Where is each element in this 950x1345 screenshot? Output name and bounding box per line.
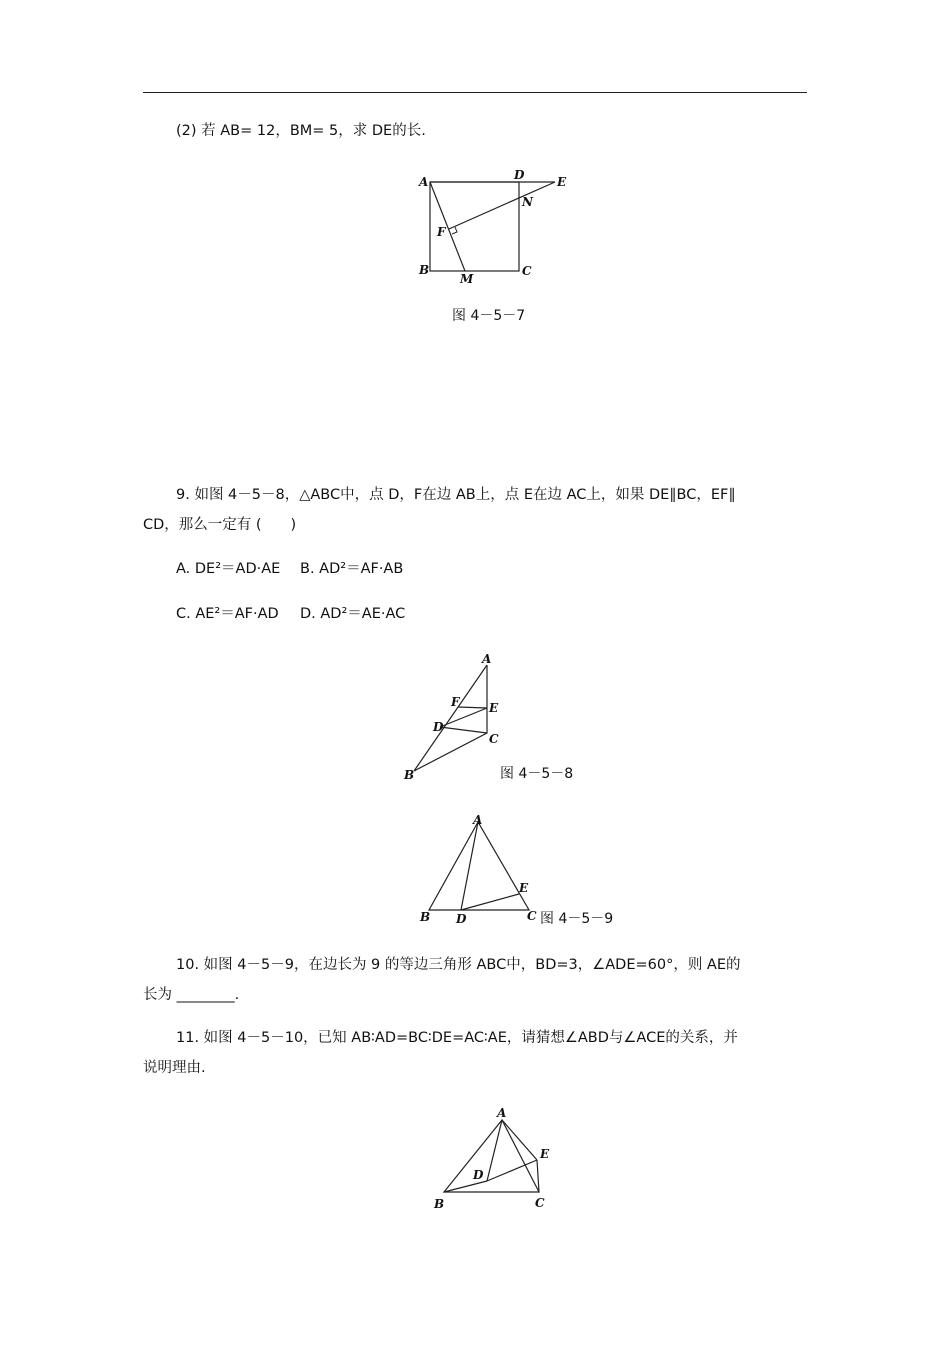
question-9-line-2: CD，那么一定有 ( )	[143, 517, 297, 533]
question-10-line-1: 10. 如图 4－5－9，在边长为 9 的等边三角形 ABC中，BD=3，∠ADE=60°，则 AE的	[176, 957, 741, 973]
question-9-option-d: D. AD²＝AE·AC	[300, 606, 406, 622]
right-angle-mark	[452, 227, 457, 234]
label-n: N	[522, 195, 533, 209]
label-d: D	[514, 168, 525, 182]
question-9-line-1: 9. 如图 4－5－8，△ABC中，点 D，F在边 AB上，点 E在边 AC上，如果 DE∥BC，EF∥	[176, 487, 736, 503]
question-8-part-2: (2) 若 AB= 12，BM= 5，求 DE的长.	[176, 123, 426, 139]
label-c: C	[489, 732, 499, 746]
label-f: F	[437, 225, 446, 239]
figure-4-5-9-caption: 图 4－5－9	[540, 911, 614, 927]
segment-de	[440, 708, 487, 727]
label-a: A	[419, 175, 429, 189]
label-f: F	[451, 695, 460, 709]
question-11-line-1: 11. 如图 4－5－10，已知 AB∶AD=BC∶DE=AC∶AE，请猜想∠ABD与∠ACE的关系，并	[176, 1030, 738, 1046]
segment-de	[461, 894, 519, 910]
label-d: D	[433, 720, 444, 734]
figure-4-5-10	[430, 1100, 560, 1215]
label-a: A	[473, 813, 483, 827]
question-10-line-2: 长为 ________.	[143, 987, 240, 1003]
label-c: C	[522, 264, 532, 278]
label-a: A	[482, 652, 492, 666]
figure-4-5-8	[400, 650, 510, 785]
segment-dc	[440, 727, 487, 733]
segment-fe	[449, 182, 555, 229]
segment-ec	[537, 1160, 539, 1192]
label-d: D	[473, 1168, 484, 1182]
label-b: B	[434, 1197, 445, 1211]
figure-4-5-7-caption: 图 4－5－7	[452, 308, 526, 324]
segment-ef	[458, 707, 487, 708]
label-e: E	[489, 701, 499, 715]
triangle-abc	[429, 822, 529, 910]
label-b: B	[419, 263, 430, 277]
question-9-option-c: C. AE²＝AF·AD	[176, 606, 279, 622]
question-9-option-a: A. DE²＝AD·AE	[176, 561, 281, 577]
label-e: E	[519, 881, 529, 895]
label-c: C	[527, 909, 537, 923]
triangle-abc	[414, 665, 487, 771]
question-11-line-2: 说明理由.	[143, 1060, 206, 1076]
label-c: C	[535, 1196, 545, 1210]
segment-bd	[444, 1181, 487, 1192]
label-d: D	[456, 912, 467, 926]
label-e: E	[540, 1147, 550, 1161]
triangle-abc	[444, 1120, 539, 1192]
label-b: B	[404, 768, 415, 782]
segment-de	[487, 1160, 537, 1181]
label-a: A	[497, 1106, 507, 1120]
header-rule	[143, 92, 807, 93]
label-e: E	[557, 175, 567, 189]
question-9-option-b: B. AD²＝AF·AB	[300, 561, 404, 577]
segment-am	[430, 182, 465, 271]
figure-4-5-9	[415, 812, 545, 927]
label-m: M	[460, 272, 474, 286]
figure-4-5-8-caption: 图 4－5－8	[500, 766, 574, 782]
label-b: B	[420, 910, 431, 924]
segment-ad	[461, 822, 478, 910]
figure-4-5-7	[415, 168, 575, 288]
